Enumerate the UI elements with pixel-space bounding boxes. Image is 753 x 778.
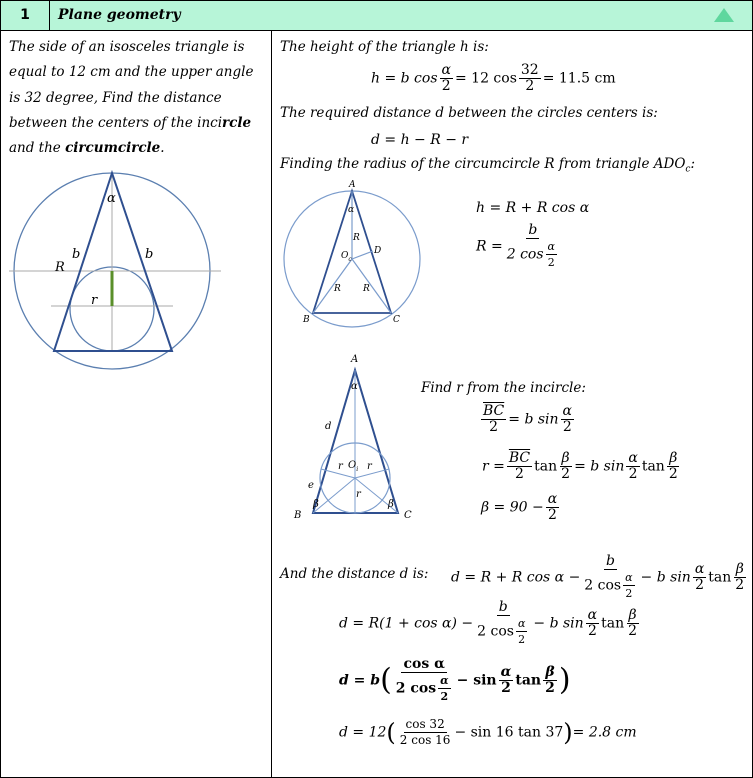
equation-d-1: d = R + R cos α − b 2 cos $\frac{\alpha}{2}$ − b sin $\frac{\alpha}{2}$ tan $\frac{\beta}{2}$ [451, 553, 745, 600]
fig3-beta2: β [388, 499, 394, 510]
fig2-Oc: $O_c$ [341, 251, 352, 263]
fig3-r1: r [338, 461, 343, 472]
problem-text-2: and the [9, 140, 66, 157]
fig3-label-B: B [294, 510, 302, 521]
fig1-b-right: b [145, 247, 154, 262]
fig2-od [352, 251, 373, 259]
solution-line-4: Find r from the incircle: [421, 380, 586, 396]
fig3-r3: r [356, 489, 361, 500]
equation-R: R = b 2 cos $\frac{\alpha}{2}$ [476, 222, 555, 269]
solution-line-1: The height of the triangle h is: [280, 39, 489, 55]
problem-text-3: . [160, 140, 165, 157]
fig2-label-D: D [374, 246, 382, 256]
fig2-radius-c [352, 259, 391, 313]
collapse-triangle-icon[interactable] [714, 8, 734, 22]
fig3-label-A: A [351, 354, 359, 365]
problem-bold-2: circumcircle [65, 140, 161, 157]
fig2-R3: R [363, 284, 370, 294]
fig3-e: e [308, 480, 314, 491]
fig3-bisector-b [313, 478, 355, 513]
fig3-d: d [325, 421, 332, 432]
fig3-O: $O_i$ [348, 460, 359, 473]
fig2-radius-b [313, 259, 352, 313]
fig3-beta1: β [313, 499, 319, 510]
section-header [1, 1, 752, 31]
equation-distance: d = h − R − r [371, 132, 469, 148]
solution-line-2: The required distance d between the circles centers is: [280, 105, 658, 121]
figure-triangle-circles [1, 161, 271, 391]
fig3-r2: r [367, 461, 372, 472]
fig2-R1: R [353, 233, 360, 243]
equation-d-3: d = b( cos α 2 cos $\frac{\alpha}{2}$ − sin $\frac{\alpha}{2}$ tan $\frac{\beta}{2}$ ) [339, 656, 571, 703]
equation-d-result: d = 12( $\frac{\cos 32}{2 \cos 16}$ − sin 16 tan 37)= 2.8 cm [339, 717, 637, 747]
section-title: Plane geometry [58, 7, 181, 23]
figure-incircle [291, 351, 421, 526]
equation-d-2: d = R(1 + cos α) − b 2 cos $\frac{\alpha}{2}$ − b sin $\frac{\alpha}{2}$ tan $\frac{\beta}{2}$ [339, 599, 638, 646]
fig3-label-C: C [404, 510, 412, 521]
problem-bold-1: rcle [222, 114, 252, 131]
fig1-alpha: α [107, 191, 116, 206]
column-divider [271, 31, 272, 778]
fig1-b-left: b [72, 247, 81, 262]
solution-line-5: And the distance d is: [280, 566, 429, 582]
fig2-label-C: C [393, 315, 400, 325]
figure-circumcircle [281, 179, 431, 329]
solution-line-3: Finding the radius of the circumcircle R from triangle $ADO_c$: [280, 156, 695, 175]
fig2-R2: R [334, 284, 341, 294]
equation-r: r = $\frac{\overline{BC}}{2}$ tan $\frac{\beta}{2}$ = b sin $\frac{\alpha}{2}$ tan $\frac{\beta}{2}$ [482, 450, 678, 482]
problem-text-1: The side of an isosceles triangle is equal to 12 cm and the upper angle is 32 degree, Find the distance between the centers of the inci [9, 39, 254, 131]
fig1-R: R [55, 260, 65, 275]
fig2-label-A: A [349, 180, 356, 190]
fig2-label-B: B [303, 315, 310, 325]
problem-statement [9, 35, 267, 161]
equation-height: h = b cos $\frac{\alpha}{2}$ = 12 cos $\frac{32}{2}$ = 11.5 cm [371, 62, 616, 94]
section-number: 1 [1, 1, 50, 30]
equation-h-R: h = R + R cos α [476, 200, 590, 216]
fig2-alpha: α [348, 205, 355, 215]
equation-beta: β = 90 − $\frac{\alpha}{2}$ [481, 491, 558, 523]
fig1-r: r [91, 293, 98, 308]
fig3-alpha: α [351, 381, 358, 392]
fig3-radius-r [355, 469, 389, 478]
equation-bc-half: $\frac{\overline{BC}}{2}$ = b sin $\frac{\alpha}{2}$ [483, 403, 573, 435]
